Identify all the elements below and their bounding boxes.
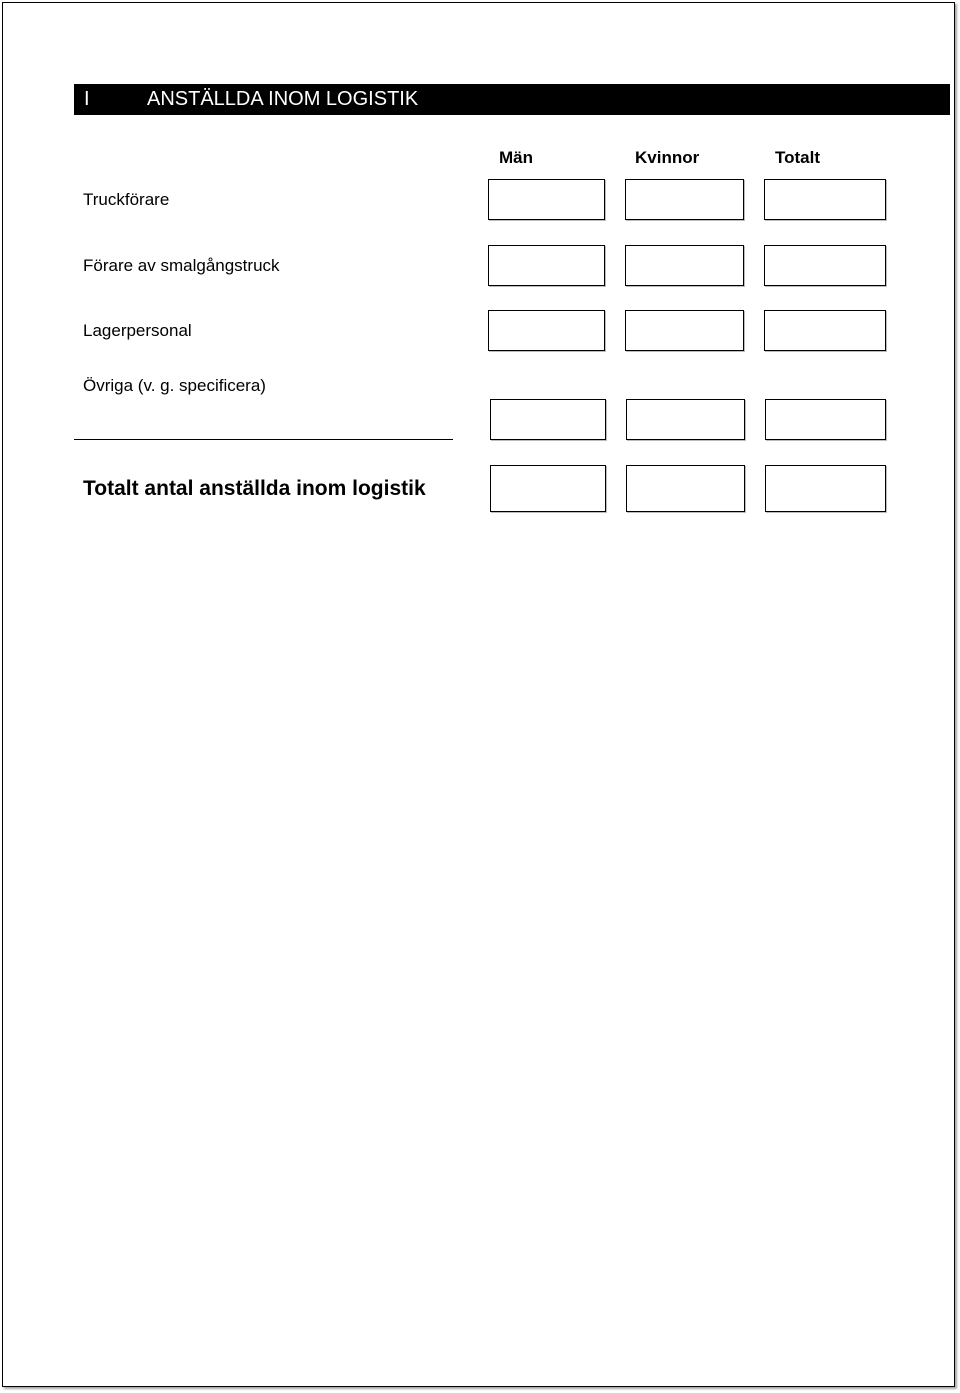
narrow-aisle-drivers-women-input[interactable] [625, 245, 744, 286]
column-header-total: Totalt [775, 148, 821, 167]
warehouse-staff-men-input[interactable] [488, 310, 605, 351]
others-men-input[interactable] [490, 399, 606, 440]
truck-drivers-men-input[interactable] [488, 179, 605, 220]
others-specify-line[interactable] [74, 439, 453, 440]
others-total-input[interactable] [765, 399, 886, 440]
total-total-input[interactable] [765, 465, 886, 512]
row-label-truck-drivers: Truckförare [83, 190, 170, 209]
row-label-others: Övriga (v. g. specificera) [83, 376, 266, 395]
column-header-men: Män [499, 148, 533, 167]
section-number: I [84, 88, 90, 110]
truck-drivers-women-input[interactable] [625, 179, 744, 220]
warehouse-staff-women-input[interactable] [625, 310, 744, 351]
narrow-aisle-drivers-men-input[interactable] [488, 245, 605, 286]
total-women-input[interactable] [626, 465, 745, 512]
section-header [74, 84, 950, 115]
section-title: ANSTÄLLDA INOM LOGISTIK [147, 88, 419, 110]
truck-drivers-total-input[interactable] [764, 179, 886, 220]
total-row-label: Totalt antal anställda inom logistik [83, 477, 426, 500]
warehouse-staff-total-input[interactable] [764, 310, 886, 351]
others-women-input[interactable] [626, 399, 745, 440]
row-label-warehouse-staff: Lagerpersonal [83, 321, 192, 340]
total-men-input[interactable] [490, 465, 606, 512]
row-label-narrow-aisle-drivers: Förare av smalgångstruck [83, 256, 280, 275]
column-header-women: Kvinnor [635, 148, 700, 167]
narrow-aisle-drivers-total-input[interactable] [764, 245, 886, 286]
